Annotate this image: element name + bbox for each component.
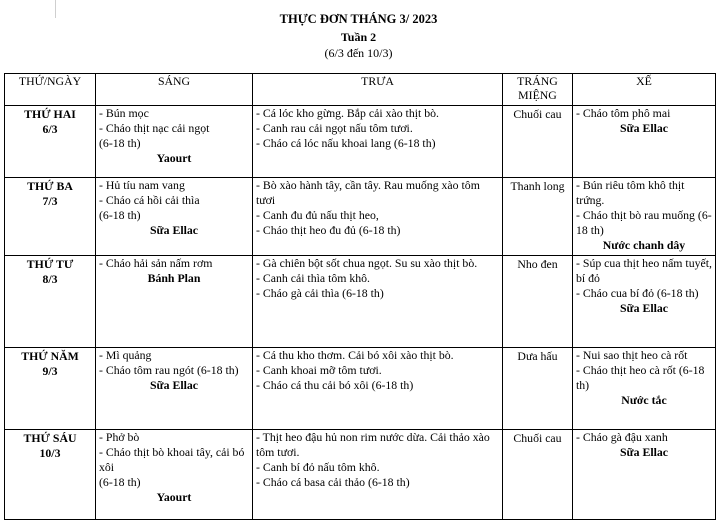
col-header-dessert: TRÁNG MIỆNG: [503, 74, 573, 106]
morning-cell: [96, 178, 253, 256]
dish-line: - Cháo hải sản nấm rơm: [99, 256, 213, 270]
day-date: 7/3: [42, 194, 58, 208]
lunch-cell: [253, 430, 503, 520]
morning-cell: [96, 256, 253, 348]
dish-line: - Cháo cá lóc nấu khoai lang (6-18 th): [256, 136, 436, 150]
afternoon-extra: Nước chanh dây: [602, 238, 686, 252]
dish-line: - Thịt heo đậu hủ non rim nước dừa. Cải thảo xào tôm tươi.: [256, 430, 490, 459]
morning-cell: [96, 106, 253, 178]
col-header-day: THỨ/NGÀY: [5, 74, 96, 106]
table-row: [5, 178, 716, 256]
morning-extra: Sữa Ellac: [149, 223, 199, 237]
lunch-cell: [253, 256, 503, 348]
dish-line: - Cháo thịt heo cà rốt (6-18 th): [576, 363, 705, 392]
lunch-cell: [253, 178, 503, 256]
afternoon-cell: [573, 256, 716, 348]
dish-line: - Cá lóc kho gừng. Bắp cải xào thịt bò.: [256, 106, 439, 120]
afternoon-extra: Sữa Ellac: [619, 301, 669, 315]
dish-line: (6-18 th): [99, 475, 141, 489]
col-header-morning: SÁNG: [96, 74, 253, 106]
day-cell: [5, 106, 96, 178]
menu-date-range: (6/3 đến 10/3): [324, 46, 393, 60]
dish-line: - Cháo cua bí đỏ (6-18 th): [576, 286, 699, 300]
dish-line: - Phở bò: [99, 430, 140, 444]
col-header-lunch: TRƯA: [253, 74, 503, 106]
lunch-cell: [253, 348, 503, 430]
morning-extra: Yaourt: [156, 490, 192, 504]
dish-line: - Cháo tôm phô mai: [576, 106, 671, 120]
day-name: THỨ SÁU: [23, 431, 77, 445]
dish-line: - Nui sao thịt heo cà rốt: [576, 348, 688, 362]
dessert-cell: Dưa hấu: [503, 348, 573, 430]
dish-line: - Cháo thịt bò khoai tây, cải bó xôi: [99, 445, 245, 474]
dish-line: - Canh đu đủ nấu thịt heo,: [256, 208, 379, 222]
dish-line: - Bún riêu tôm khô thịt trứng.: [576, 178, 685, 207]
dish-line: - Cá thu kho thơm. Cải bó xôi xào thịt bò.: [256, 348, 454, 362]
day-name: THỨ HAI: [24, 107, 76, 121]
dish-line: - Cháo thịt bò rau muống (6-18 th): [576, 208, 712, 237]
dessert-cell: Chuối cau: [503, 430, 573, 520]
dish-line: - Bún mọc: [99, 106, 149, 120]
dish-line: - Hủ tíu nam vang: [99, 178, 185, 192]
day-cell: [5, 256, 96, 348]
morning-extra: Yaourt: [156, 151, 192, 165]
menu-table: [4, 73, 716, 520]
day-cell: [5, 430, 96, 520]
dish-line: - Cháo gà đậu xanh: [576, 430, 668, 444]
dish-line: - Gà chiên bột sốt chua ngọt. Su su xào thịt bò.: [256, 256, 478, 270]
day-date: 10/3: [39, 446, 61, 460]
menu-title: THỰC ĐƠN THÁNG 3/ 2023: [279, 12, 438, 26]
afternoon-cell: [573, 348, 716, 430]
day-name: THỨ NĂM: [21, 349, 79, 363]
dessert-cell: Chuối cau: [503, 106, 573, 178]
dessert-cell: Nho đen: [503, 256, 573, 348]
col-header-afternoon: XẾ: [573, 74, 716, 106]
day-date: 9/3: [42, 364, 58, 378]
dish-line: - Cháo cá basa cải thảo (6-18 th): [256, 475, 410, 489]
afternoon-cell: [573, 178, 716, 256]
morning-extra: Sữa Ellac: [149, 378, 199, 392]
afternoon-extra: Sữa Ellac: [619, 445, 669, 459]
day-cell: [5, 178, 96, 256]
day-date: 8/3: [42, 272, 58, 286]
dish-line: - Canh khoai mỡ tôm tươi.: [256, 363, 382, 377]
dish-line: - Cháo cá thu cải bó xôi (6-18 th): [256, 378, 414, 392]
afternoon-extra: Nước tắc: [621, 393, 667, 407]
dish-line: - Canh cải thìa tôm khô.: [256, 271, 371, 285]
day-cell: [5, 348, 96, 430]
day-date: 6/3: [42, 122, 58, 136]
dish-line: - Cháo thịt nạc cải ngọt: [99, 121, 210, 135]
dish-line: - Bò xào hành tây, cần tây. Rau muống xào tôm tươi: [256, 178, 480, 207]
afternoon-cell: [573, 106, 716, 178]
dish-line: - Canh bí đỏ nấu tôm khô.: [256, 460, 380, 474]
dish-line: - Mì quảng: [99, 348, 152, 362]
menu-week: Tuần 2: [340, 30, 377, 44]
afternoon-extra: Sữa Ellac: [619, 121, 669, 135]
morning-cell: [96, 430, 253, 520]
lunch-cell: [253, 106, 503, 178]
morning-cell: [96, 348, 253, 430]
morning-extra: Bánh Plan: [147, 271, 201, 285]
table-row: [5, 256, 716, 348]
dish-line: - Canh rau cải ngọt nấu tôm tươi.: [256, 121, 413, 135]
table-header-row: [5, 74, 716, 106]
dish-line: (6-18 th): [99, 208, 141, 222]
dish-line: - Cháo gà cải thìa (6-18 th): [256, 286, 384, 300]
table-row: [5, 348, 716, 430]
dish-line: - Cháo cá hồi cải thìa: [99, 193, 200, 207]
dish-line: (6-18 th): [99, 136, 141, 150]
dish-line: - Cháo thịt heo đu đủ (6-18 th): [256, 223, 401, 237]
table-row: [5, 430, 716, 520]
day-name: THỨ BA: [27, 179, 73, 193]
dish-line: - Cháo tôm rau ngót (6-18 th): [99, 363, 239, 377]
day-name: THỨ TƯ: [26, 257, 74, 271]
table-row: [5, 106, 716, 178]
afternoon-cell: [573, 430, 716, 520]
dessert-cell: Thanh long: [503, 178, 573, 256]
dish-line: - Súp cua thịt heo nấm tuyết, bí đỏ: [576, 256, 712, 285]
